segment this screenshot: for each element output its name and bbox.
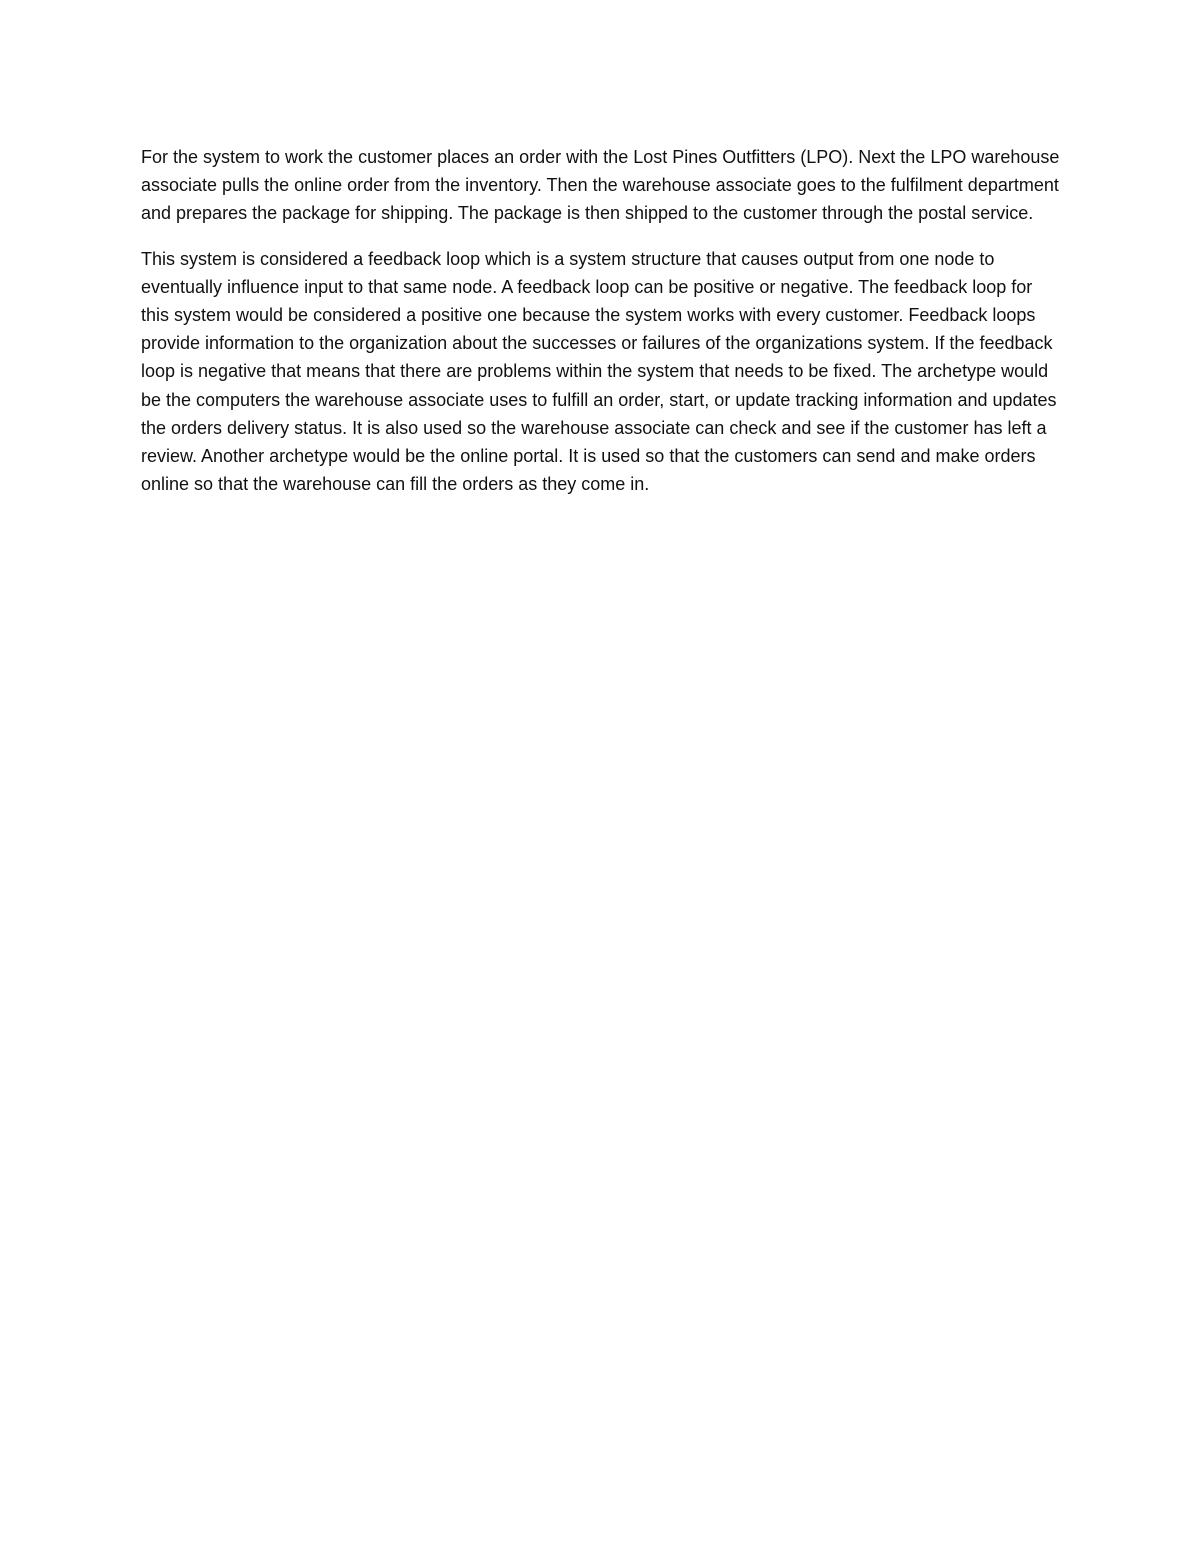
document-body xyxy=(141,143,1063,515)
paragraph-order-process: For the system to work the customer places an order with the Lost Pines Outfitters (LPO). Next the LPO warehouse associate pulls the online order from the inventory. Then the warehouse associate goes to the fulfilment department and prepares the package for shipping. The package is then shipped to the customer through the postal service. xyxy=(141,147,1060,224)
paragraph-feedback-loop: This system is considered a feedback loop which is a system structure that causes output from one node to eventually influence input to that same node. A feedback loop can be positive or negative. The feedback loop for this system would be considered a positive one because the system works with every customer. Feedback loops provide information to the organization about the successes or failures of the organizations system. If the feedback loop is negative that means that there are problems within the system that needs to be fixed. The archetype would be the computers the warehouse associate uses to fulfill an order, start, or update tracking information and updates the orders delivery status. It is also used so the warehouse associate can check and see if the customer has left a review. Another archetype would be the online portal. It is used so that the customers can send and make orders online so that the warehouse can fill the orders as they come in. xyxy=(141,248,1057,495)
